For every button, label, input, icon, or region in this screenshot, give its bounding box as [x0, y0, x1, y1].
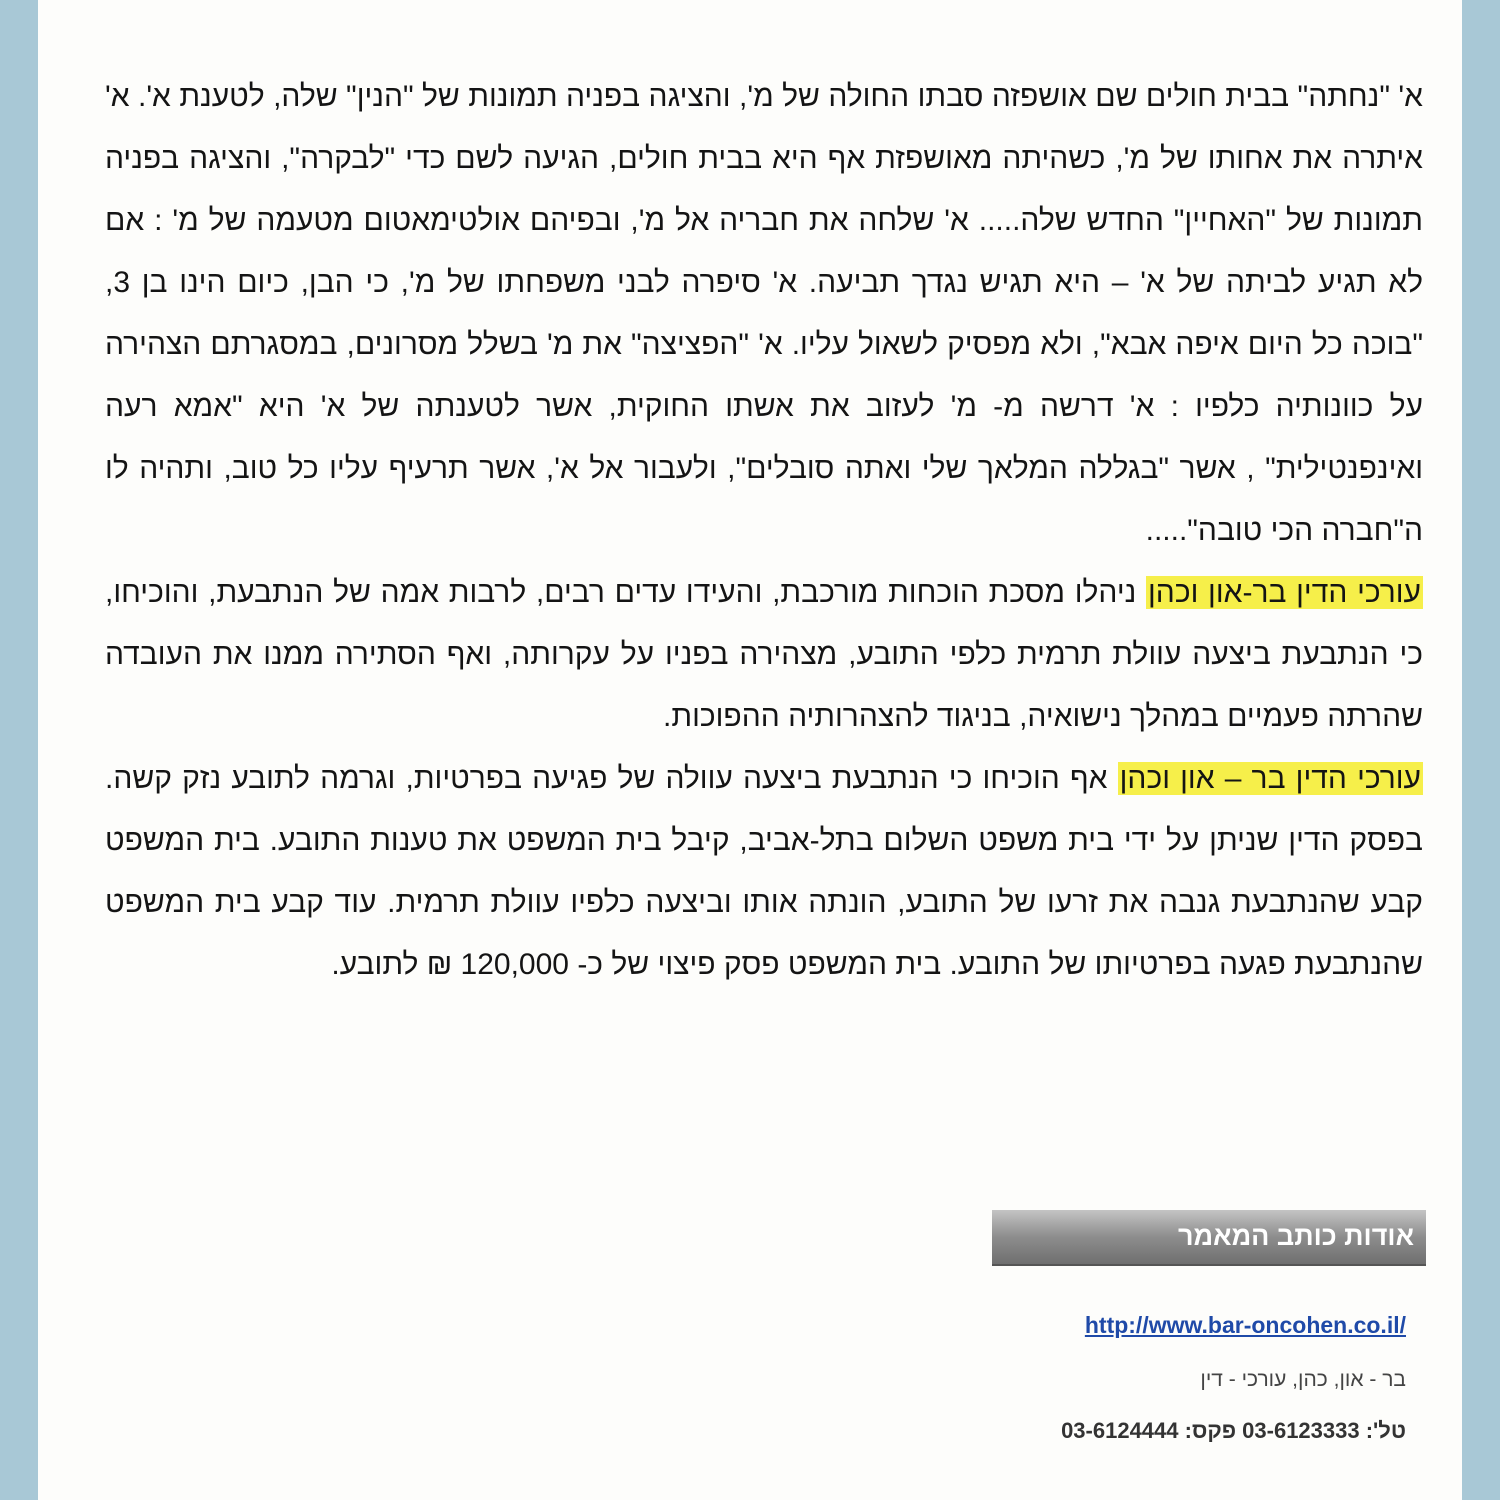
article-paragraph-1: א' "נחתה" בבית חולים שם אושפזה סבתו החולה של מ', והציגה בפניה תמונות של "הנין" שלה, לטענת א'. א' איתרה את אחותו של מ', כשהיתה מאושפזת אף היא בבית חולים, הגיעה לשם כדי "לבקרה", והציגה בפניה תמונות של "האחיין" החדש שלה..... א' שלחה את חבריה אל מ', ובפיהם אולטימאטום מטעמה של מ' : אם לא תגיע לביתה של א' – היא תגיש נגדך תביעה. א' סיפרה לבני משפחתו של מ', כי הבן, כיום הינו בן 3, "בוכה כל היום איפה אבא", ולא מפסיק לשאול עליו. א' "הפציצה" את מ' בשלל מסרונים, במסגרתם הצהירה על כוונותיה כלפיו : א' דרשה מ- מ' לעזוב את אשתו החוקית, אשר לטענתה של א' היא "אמא רעה ואינפנטילית" , אשר "בגללה המלאך שלי ואתה סובלים", ולעבור אל א', אשר תרעיף עליו כל טוב, ותהיה לו ה"חברה הכי טובה".....	[105, 80, 1423, 547]
highlighted-lawyers-name: עורכי הדין בר – און וכהן	[1119, 762, 1421, 795]
article-body	[105, 66, 1423, 996]
law-firm-name: בר - און, כהן, עורכי - דין	[1200, 1368, 1406, 1391]
article-paragraph-3	[105, 748, 1423, 996]
author-section-header	[992, 1210, 1426, 1266]
contact-phone-fax: טל': 03-6123333 פקס: 03-6124444	[1061, 1418, 1406, 1443]
paragraph-text: ניהלו מסכת הוכחות מורכבת, והעידו עדים רבים, לרבות אמה של הנתבעת, והוכיחו, כי הנתבעת ביצעה עוולת תרמית כלפי התובע, מצהירה בפניו על עקרותה, ואף הסתירה ממנו את העובדה שהרתה פעמיים במהלך נישואיה, בניגוד להצהרותיה ההפוכות.	[105, 576, 1423, 733]
author-section-title: אודות כותב המאמר	[1178, 1221, 1414, 1251]
highlighted-lawyers-name: עורכי הדין בר-און וכהן	[1148, 576, 1421, 609]
paragraph-text: אף הוכיחו כי הנתבעת ביצעה עוולה של פגיעה בפרטיות, וגרמה לתובע נזק קשה. בפסק הדין שניתן על ידי בית משפט השלום בתל-אביב, קיבל בית המשפט את טענות התובע. בית המשפט קבע שהנתבעת גנבה את זרעו של התובע, הונתה אותו וביצעה כלפיו עוולת תרמית. עוד קבע בית המשפט שהנתבעת פגעה בפרטיותו של התובע. בית המשפט פסק פיצוי של כ- 120,000 ₪ לתובע.	[105, 762, 1423, 981]
author-website-link[interactable]: http://www.bar-oncohen.co.il/	[1084, 1312, 1406, 1338]
article-paragraph-2	[105, 562, 1423, 748]
